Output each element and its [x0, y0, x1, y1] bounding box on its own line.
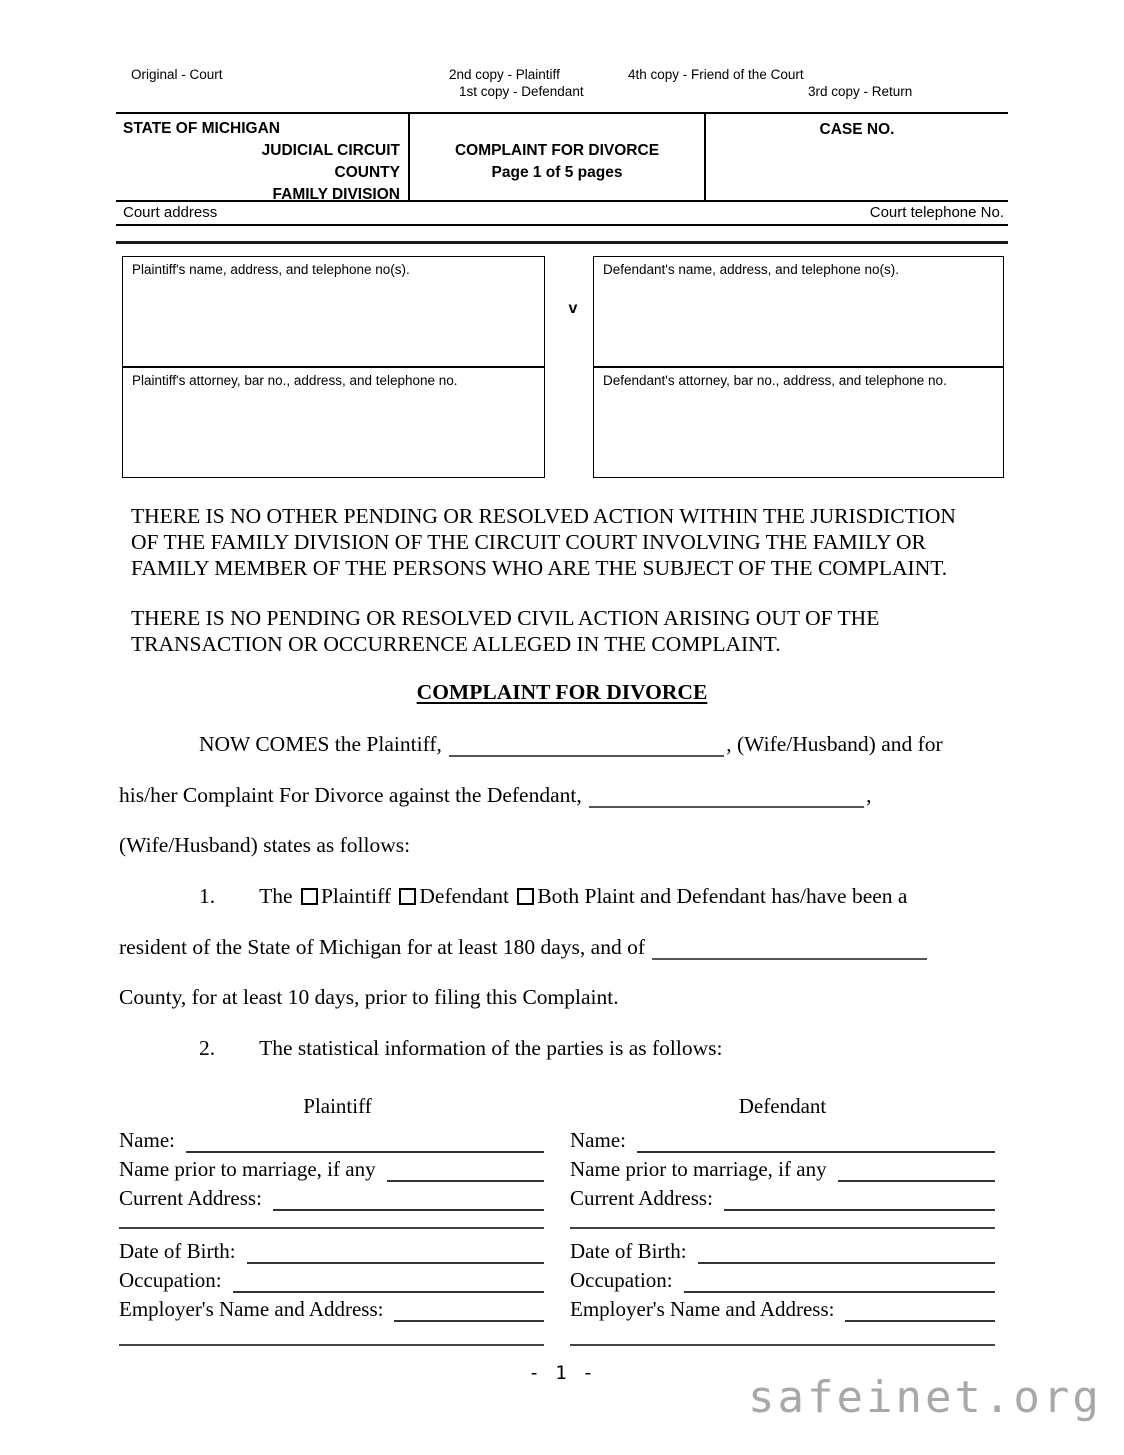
stat-label-dob: Date of Birth: — [570, 1239, 687, 1263]
court-address-label: Court address — [123, 204, 218, 221]
caption-case-no-cell[interactable] — [706, 114, 1008, 202]
item-1-line — [199, 883, 907, 909]
stat-input-plaintiff-employer[interactable] — [394, 1297, 544, 1322]
document-title: COMPLAINT FOR DIVORCE — [416, 680, 708, 704]
states-as-follows-line: (Wife/Husband) states as follows: — [119, 833, 411, 857]
item-1-option-both: Both Plaint and Defendant has/have been a — [537, 884, 908, 908]
court-telephone-label: Court telephone No. — [869, 204, 1004, 221]
checkbox-plaintiff[interactable] — [301, 888, 318, 905]
watermark-text: safeinet.org — [748, 1372, 1102, 1423]
jurisdiction-statement-line-1: THERE IS NO OTHER PENDING OR RESOLVED ACTION WITHIN THE JURISDICTION — [131, 504, 956, 528]
caption-state: STATE OF MICHIGAN — [123, 120, 280, 137]
stat-separator-plaintiff — [119, 1227, 544, 1229]
defendant-name-blank[interactable] — [589, 788, 864, 808]
item-1-resident-line — [119, 934, 929, 960]
civil-statement-line-2: TRANSACTION OR OCCURRENCE ALLEGED IN THE COMPLAINT. — [131, 632, 781, 656]
stat-label-dob: Date of Birth: — [119, 1239, 236, 1263]
stat-bottom-rule-defendant — [570, 1344, 995, 1346]
civil-statement-line-1: THERE IS NO PENDING OR RESOLVED CIVIL ACTION ARISING OUT OF THE — [131, 606, 880, 630]
plaintiff-attorney-box-label: Plaintiff's attorney, bar no., address, and telephone no. — [132, 373, 458, 388]
copy-line-first: 1st copy - Defendant — [459, 84, 584, 99]
caption-page-of: Page 1 of 5 pages — [491, 164, 623, 181]
caption-court-cell — [116, 114, 410, 202]
stat-label-employer: Employer's Name and Address: — [119, 1297, 384, 1321]
stat-bottom-rule-plaintiff — [119, 1344, 544, 1346]
caption-form-title-cell — [410, 114, 706, 202]
stat-input-plaintiff-address[interactable] — [273, 1186, 544, 1211]
stat-input-defendant-address[interactable] — [724, 1186, 995, 1211]
stat-input-plaintiff-dob[interactable] — [247, 1239, 544, 1264]
copy-line-original: Original - Court — [131, 67, 223, 82]
stat-input-plaintiff-occupation[interactable] — [233, 1268, 544, 1293]
stat-row-plaintiff-dob — [119, 1235, 544, 1264]
copy-line-second: 2nd copy - Plaintiff — [449, 67, 560, 82]
stat-row-defendant-address — [570, 1182, 995, 1211]
stat-input-plaintiff-prior-name[interactable] — [387, 1157, 544, 1182]
stat-column-header-plaintiff: Plaintiff — [303, 1094, 372, 1118]
jurisdiction-statement-line-3: FAMILY MEMBER OF THE PERSONS WHO ARE THE SUBJECT OF THE COMPLAINT. — [131, 556, 948, 580]
stat-input-defendant-employer[interactable] — [845, 1297, 995, 1322]
stat-label-current-address: Current Address: — [570, 1186, 713, 1210]
item-2-line — [199, 1035, 722, 1061]
item-1-number: 1. — [199, 884, 216, 908]
stat-column-defendant — [570, 1124, 995, 1346]
stat-label-prior-name: Name prior to marriage, if any — [119, 1157, 376, 1181]
caption-county: COUNTY — [334, 164, 400, 181]
stat-row-defendant-dob — [570, 1235, 995, 1264]
stat-input-defendant-name[interactable] — [637, 1128, 995, 1153]
item-1-the: The — [259, 884, 293, 908]
checkbox-defendant[interactable] — [399, 888, 416, 905]
stat-separator-defendant — [570, 1227, 995, 1229]
page-number: - 1 - — [528, 1362, 596, 1384]
caption-judicial-circuit: JUDICIAL CIRCUIT — [261, 142, 400, 159]
item-2-text: The statistical information of the parties is as follows: — [259, 1036, 723, 1060]
stat-row-defendant-prior-name — [570, 1153, 995, 1182]
plaintiff-attorney-box[interactable] — [122, 367, 545, 478]
plaintiff-name-box-label: Plaintiff's name, address, and telephone no(s). — [132, 262, 410, 277]
jurisdiction-statement-line-2: OF THE FAMILY DIVISION OF THE CIRCUIT COURT INVOLVING THE FAMILY OR — [131, 530, 926, 554]
caption-family-division: FAMILY DIVISION — [272, 186, 400, 203]
caption-case-no-label: CASE NO. — [819, 121, 895, 138]
item-1-option-defendant: Defendant — [419, 884, 509, 908]
caption-divider-rule — [116, 241, 1008, 244]
defendant-name-box-label: Defendant's name, address, and telephone no(s). — [603, 262, 900, 277]
county-blank[interactable] — [652, 940, 927, 960]
caption-form-title: COMPLAINT FOR DIVORCE — [454, 142, 660, 159]
stat-input-plaintiff-name[interactable] — [186, 1128, 544, 1153]
stat-label-employer: Employer's Name and Address: — [570, 1297, 835, 1321]
stat-label-name: Name: — [119, 1128, 175, 1152]
stat-label-name: Name: — [570, 1128, 626, 1152]
defendant-attorney-box[interactable] — [593, 367, 1004, 478]
against-defendant-line — [119, 782, 871, 808]
stat-label-occupation: Occupation: — [119, 1268, 222, 1292]
stat-input-defendant-occupation[interactable] — [684, 1268, 995, 1293]
stat-row-plaintiff-name — [119, 1124, 544, 1153]
now-comes-prefix: NOW COMES the Plaintiff, — [199, 732, 442, 756]
versus-label: v — [568, 300, 578, 317]
against-prefix: his/her Complaint For Divorce against the Defendant, — [119, 783, 582, 807]
against-suffix: , — [866, 783, 872, 807]
defendant-attorney-box-label: Defendant's attorney, bar no., address, and telephone no. — [603, 373, 947, 388]
item-2-number: 2. — [199, 1036, 216, 1060]
item-1-option-plaintiff: Plaintiff — [320, 884, 392, 908]
stat-column-header-defendant: Defendant — [738, 1094, 827, 1118]
stat-row-plaintiff-prior-name — [119, 1153, 544, 1182]
stat-row-plaintiff-employer — [119, 1293, 544, 1322]
plaintiff-name-box[interactable] — [122, 256, 545, 367]
stat-label-occupation: Occupation: — [570, 1268, 673, 1292]
stat-row-plaintiff-occupation — [119, 1264, 544, 1293]
copy-line-third: 3rd copy - Return — [808, 84, 913, 99]
plaintiff-name-blank[interactable] — [449, 737, 724, 757]
item-1-resident-prefix: resident of the State of Michigan for at least 180 days, and of — [119, 935, 646, 959]
caption-table — [116, 112, 1008, 202]
copy-line-fourth: 4th copy - Friend of the Court — [628, 67, 804, 82]
checkbox-both[interactable] — [517, 888, 534, 905]
defendant-name-box[interactable] — [593, 256, 1004, 367]
stat-input-defendant-dob[interactable] — [698, 1239, 995, 1264]
stat-row-defendant-name — [570, 1124, 995, 1153]
stat-column-plaintiff — [119, 1124, 544, 1346]
stat-row-defendant-occupation — [570, 1264, 995, 1293]
court-address-row — [116, 200, 1008, 226]
now-comes-line — [199, 731, 943, 757]
stat-label-current-address: Current Address: — [119, 1186, 262, 1210]
now-comes-suffix: , (Wife/Husband) and for — [726, 732, 943, 756]
item-1-county-line: County, for at least 10 days, prior to filing this Complaint. — [119, 985, 619, 1009]
stat-input-defendant-prior-name[interactable] — [838, 1157, 995, 1182]
stat-row-defendant-employer — [570, 1293, 995, 1322]
stat-label-prior-name: Name prior to marriage, if any — [570, 1157, 827, 1181]
stat-row-plaintiff-address — [119, 1182, 544, 1211]
